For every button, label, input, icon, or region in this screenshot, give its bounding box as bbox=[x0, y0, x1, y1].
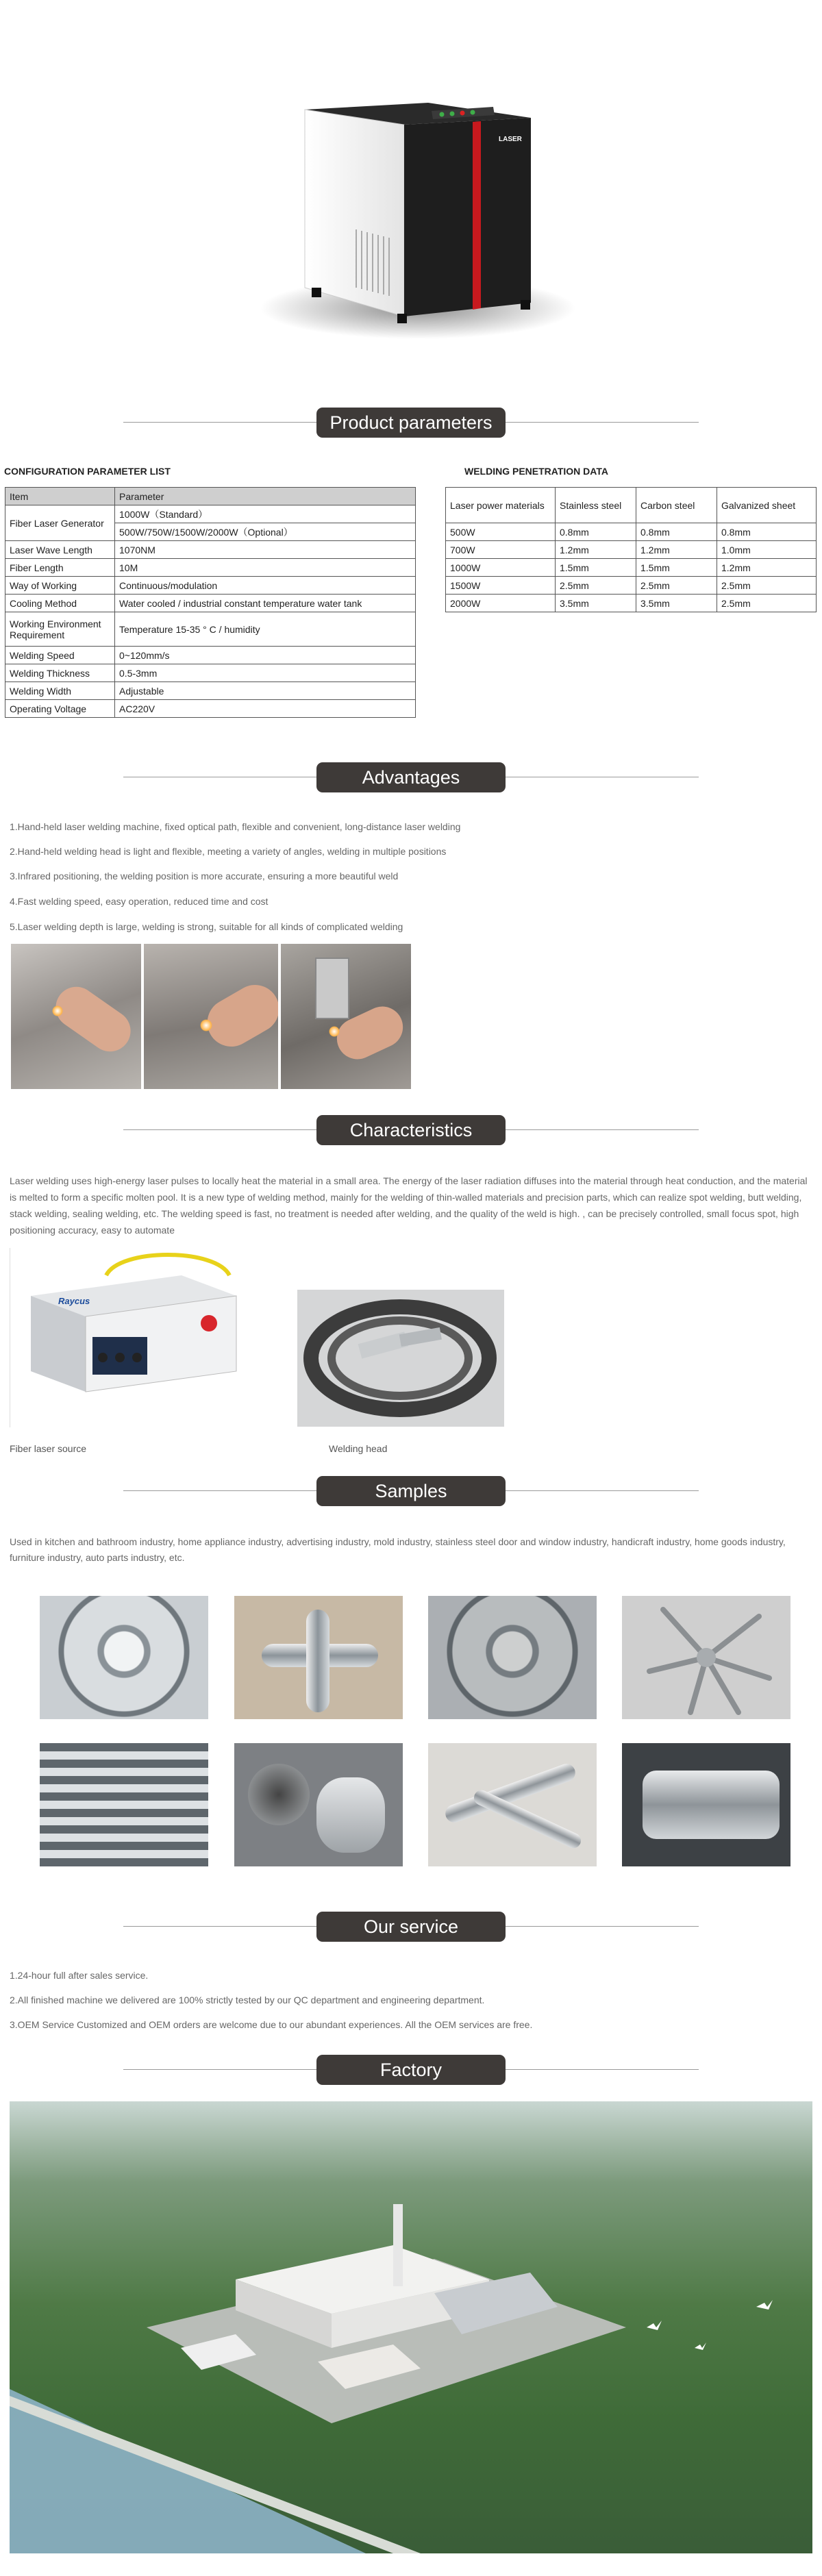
section-header-product-parameters bbox=[123, 408, 699, 438]
sample-photo bbox=[622, 1743, 790, 1866]
samples-paragraph: Used in kitchen and bathroom industry, home appliance industry, advertising industry, mold industry, stainless steel door and window industry, handicraft industry, home goods industry, furniture industry, auto parts industry, etc. bbox=[10, 1536, 786, 1563]
table-cell: Welding Speed bbox=[5, 647, 115, 664]
advantage-item: 2.Hand-held welding head is light and flexible, meeting a variety of angles, welding in multiple positions bbox=[10, 846, 447, 857]
advantage-item: 3.Infrared positioning, the welding position is more accurate, ensuring a more beautiful weld bbox=[10, 871, 399, 881]
table-cell: 1000W（Standard） bbox=[115, 505, 416, 523]
table-cell: 3.5mm bbox=[556, 595, 636, 612]
table-cell: 1.5mm bbox=[556, 559, 636, 577]
table-cell: 1.2mm bbox=[636, 541, 717, 559]
sample-photo bbox=[40, 1596, 208, 1719]
sample-photo bbox=[622, 1596, 790, 1719]
table-cell: AC220V bbox=[115, 700, 416, 718]
table-cell: 2.5mm bbox=[636, 577, 717, 595]
section-header-our-service bbox=[123, 1912, 699, 1942]
section-header-samples bbox=[123, 1476, 699, 1506]
table-cell: 1.2mm bbox=[556, 541, 636, 559]
factory-aerial-image bbox=[10, 2101, 812, 2553]
table-header: Galvanized sheet bbox=[717, 488, 817, 523]
sample-photo bbox=[428, 1596, 597, 1719]
table-cell: Welding Width bbox=[5, 682, 115, 700]
table-cell: 1070NM bbox=[115, 541, 416, 559]
table-cell: 0.5-3mm bbox=[115, 664, 416, 682]
table-header: Laser power materials bbox=[446, 488, 556, 523]
table-cell: Water cooled / industrial constant temperature water tank bbox=[115, 595, 416, 612]
table-cell: 2.5mm bbox=[717, 595, 817, 612]
section-title: Our service bbox=[316, 1912, 506, 1942]
hero-machine-image bbox=[226, 82, 596, 342]
table-cell: Laser Wave Length bbox=[5, 541, 115, 559]
section-title: Product parameters bbox=[316, 408, 506, 438]
table-cell: Continuous/modulation bbox=[115, 577, 416, 595]
table-cell: 0~120mm/s bbox=[115, 647, 416, 664]
table-cell: 0.8mm bbox=[717, 523, 817, 541]
welding-photo bbox=[281, 944, 411, 1089]
table-cell: 1.5mm bbox=[636, 559, 717, 577]
table-cell: 10M bbox=[115, 559, 416, 577]
welding-head-image bbox=[297, 1290, 504, 1427]
table-cell: 2.5mm bbox=[556, 577, 636, 595]
table-cell: 1.2mm bbox=[717, 559, 817, 577]
table-cell: 1000W bbox=[446, 559, 556, 577]
machine-brand-label: LASER bbox=[499, 136, 522, 143]
table-cell: Adjustable bbox=[115, 682, 416, 700]
welding-photo bbox=[11, 944, 141, 1089]
table-cell: 500W bbox=[446, 523, 556, 541]
table-header: Stainless steel bbox=[556, 488, 636, 523]
sample-photo bbox=[40, 1743, 208, 1866]
section-title: Factory bbox=[316, 2055, 506, 2085]
welding-photo bbox=[144, 944, 278, 1089]
advantage-item: 5.Laser welding depth is large, welding is strong, suitable for all kinds of complicated welding bbox=[10, 921, 403, 932]
caption-welding-head: Welding head bbox=[329, 1443, 388, 1454]
raycus-logo: Raycus bbox=[58, 1296, 90, 1306]
section-title: Characteristics bbox=[316, 1115, 506, 1145]
table-cell: 700W bbox=[446, 541, 556, 559]
sample-photo bbox=[234, 1596, 403, 1719]
service-item: 2.All finished machine we delivered are 100% strictly tested by our QC department and engineering department. bbox=[10, 1994, 485, 2005]
service-item: 1.24-hour full after sales service. bbox=[10, 1970, 149, 1981]
table-cell: Welding Thickness bbox=[5, 664, 115, 682]
table-cell: 500W/750W/1500W/2000W（Optional） bbox=[115, 523, 416, 541]
characteristics-paragraph: Laser welding uses high-energy laser pulses to locally heat the material in a small area. The energy of the laser radiation diffuses into the material through heat conduction, and the material is melted to form a specific molten pool. It is a new type of welding method, mainly for the welding of thin-walled materials and precision parts, which can realize spot welding, butt welding, stack welding, sealing welding, etc. The welding speed is fast, no treatment is needed after welding, and the quality of the weld is high. , can be precisely controlled, small focus spot, high positioning accuracy, easy to automate bbox=[10, 1175, 808, 1236]
section-title: Samples bbox=[316, 1476, 506, 1506]
caption-fiber-laser-source: Fiber laser source bbox=[10, 1443, 87, 1454]
config-parameter-table bbox=[5, 487, 416, 718]
table-cell: Temperature 15-35 ° C / humidity bbox=[115, 612, 416, 647]
config-table-title: CONFIGURATION PARAMETER LIST bbox=[4, 466, 171, 477]
table-cell: Fiber Length bbox=[5, 559, 115, 577]
table-header: Item bbox=[5, 488, 115, 505]
welding-penetration-table bbox=[445, 487, 817, 612]
table-cell: 1500W bbox=[446, 577, 556, 595]
sample-photo bbox=[234, 1743, 403, 1866]
fiber-laser-source-image bbox=[10, 1248, 297, 1427]
table-cell: Fiber Laser Generator bbox=[5, 505, 115, 541]
penetration-table-title: WELDING PENETRATION DATA bbox=[464, 466, 608, 477]
section-header-characteristics bbox=[123, 1115, 699, 1145]
table-cell: 2000W bbox=[446, 595, 556, 612]
advantage-item: 4.Fast welding speed, easy operation, reduced time and cost bbox=[10, 896, 269, 907]
table-cell: Cooling Method bbox=[5, 595, 115, 612]
table-cell: Operating Voltage bbox=[5, 700, 115, 718]
table-cell: 1.0mm bbox=[717, 541, 817, 559]
table-cell: 0.8mm bbox=[556, 523, 636, 541]
sample-photo bbox=[428, 1743, 597, 1866]
advantage-item: 1.Hand-held laser welding machine, fixed optical path, flexible and convenient, long-distance laser welding bbox=[10, 821, 461, 832]
table-cell: 0.8mm bbox=[636, 523, 717, 541]
section-header-advantages bbox=[123, 762, 699, 792]
service-item: 3.OEM Service Customized and OEM orders are welcome due to our abundant experiences. All the OEM services are free. bbox=[10, 2019, 533, 2030]
section-title: Advantages bbox=[316, 762, 506, 792]
table-header: Parameter bbox=[115, 488, 416, 505]
table-header: Carbon steel bbox=[636, 488, 717, 523]
table-cell: 3.5mm bbox=[636, 595, 717, 612]
table-cell: Working Environment Requirement bbox=[5, 612, 115, 647]
section-header-factory bbox=[123, 2055, 699, 2085]
table-cell: Way of Working bbox=[5, 577, 115, 595]
table-cell: 2.5mm bbox=[717, 577, 817, 595]
